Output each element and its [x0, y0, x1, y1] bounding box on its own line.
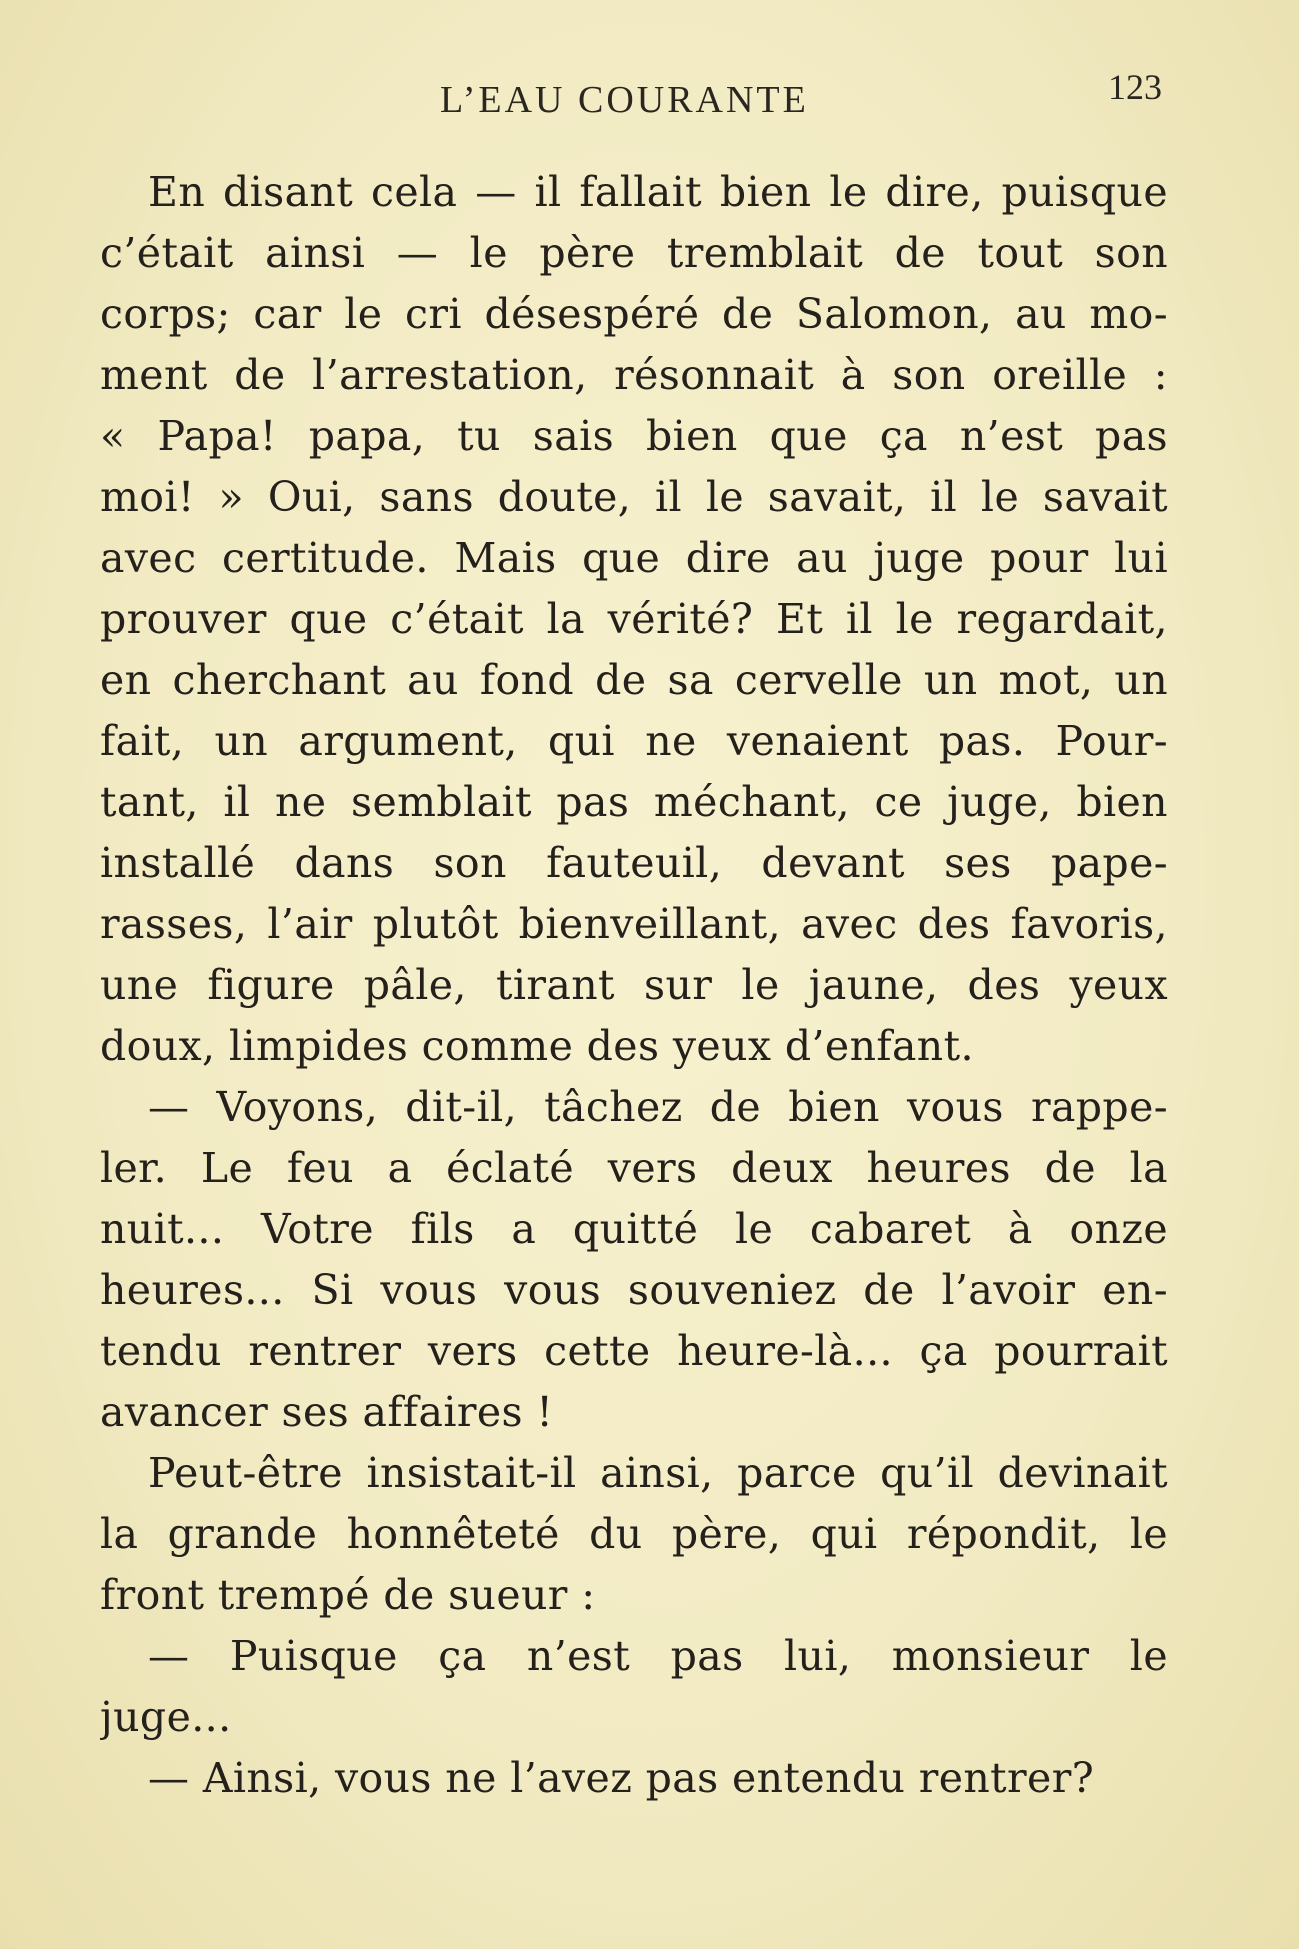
- text-line: tant, il ne semblait pas méchant, ce juge, bien: [100, 778, 1168, 826]
- text-line: corps; car le cri désespéré de Salomon, au mo-: [100, 290, 1168, 338]
- text-line: en cherchant au fond de sa cervelle un mot, un: [100, 656, 1168, 704]
- text-line: tendu rentrer vers cette heure-là... ça pourrait: [100, 1327, 1168, 1375]
- text-line: une figure pâle, tirant sur le jaune, des yeux: [100, 961, 1168, 1009]
- text-line: « Papa! papa, tu sais bien que ça n’est pas: [100, 412, 1168, 460]
- running-title: L’EAU COURANTE: [440, 79, 809, 121]
- text-line: c’était ainsi — le père tremblait de tout son: [100, 229, 1168, 277]
- text-line: En disant cela — il fallait bien le dire, puisque: [148, 168, 1168, 216]
- text-line: — Voyons, dit-il, tâchez de bien vous rappe-: [148, 1083, 1168, 1131]
- text-line: heures... Si vous vous souveniez de l’avoir en-: [100, 1266, 1168, 1314]
- text-line: nuit... Votre fils a quitté le cabaret à onze: [100, 1205, 1168, 1253]
- text-line: avancer ses affaires !: [100, 1388, 554, 1436]
- text-line: Peut-être insistait-il ainsi, parce qu’il devinait: [148, 1449, 1168, 1497]
- text-line: avec certitude. Mais que dire au juge pour lui: [100, 534, 1168, 582]
- text-line: moi! » Oui, sans doute, il le savait, il le savait: [100, 473, 1168, 521]
- text-line: — Ainsi, vous ne l’avez pas entendu rentrer?: [148, 1754, 1095, 1802]
- text-line: juge...: [100, 1693, 232, 1741]
- text-line: fait, un argument, qui ne venaient pas. Pour-: [100, 717, 1168, 765]
- text-line: la grande honnêteté du père, qui répondit, le: [100, 1510, 1168, 1558]
- text-line: prouver que c’était la vérité? Et il le regardait,: [100, 595, 1168, 643]
- body-text: [100, 162, 1168, 1809]
- text-line: installé dans son fauteuil, devant ses pape-: [100, 839, 1168, 887]
- text-line: — Puisque ça n’est pas lui, monsieur le: [148, 1632, 1168, 1680]
- page-number: 123: [1108, 67, 1162, 107]
- text-line: front trempé de sueur :: [100, 1571, 596, 1619]
- text-line: rasses, l’air plutôt bienveillant, avec des favoris,: [100, 900, 1168, 948]
- page-header: [0, 67, 1299, 138]
- text-line: ment de l’arrestation, résonnait à son oreille :: [100, 351, 1168, 399]
- text-line: ler. Le feu a éclaté vers deux heures de la: [100, 1144, 1168, 1192]
- text-line: doux, limpides comme des yeux d’enfant.: [100, 1022, 974, 1070]
